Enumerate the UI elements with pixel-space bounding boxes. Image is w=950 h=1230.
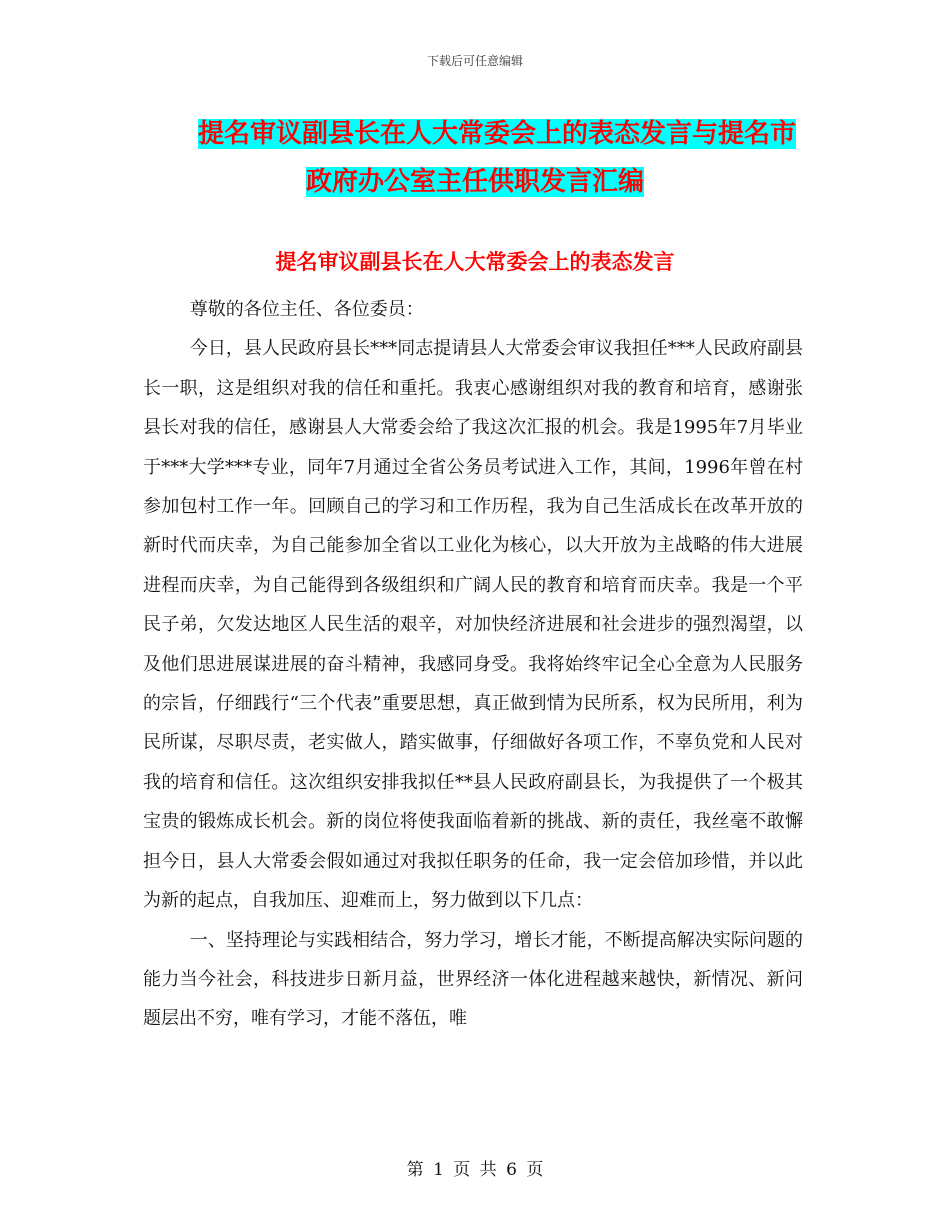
document-title bbox=[0, 110, 950, 206]
document-title-line-1 bbox=[22, 110, 950, 158]
body-paragraph-1: 今日，县人民政府县长***同志提请县人大常委会审议我担任***人民政府副县长一职，这是组织对我的信任和重托。我衷心感谢组织对我的教育和培育，感谢张县长对我的信任，感谢县人大常委会给了我这次汇报的机会。我是1995年7月毕业于***大学***专业，同年7月通过全省公务员考试进入工作，其间，1996年曾在村参加包村工作一年。回顾自己的学习和工作历程，我为自己生活成长在改革开放的新时代而庆幸，为自己能参加全省以工业化为核心，以大开放为主战略的伟大进展进程而庆幸，为自己能得到各级组织和广阔人民的教育和培育而庆幸。我是一个平民子弟，欠发达地区人民生活的艰辛，对加快经济进展和社会进步的强烈渴望，以及他们思进展谋进展的奋斗精神，我感同身受。我将始终牢记全心全意为人民服务的宗旨，仔细践行“三个代表”重要思想，真正做到情为民所系，权为民所用，利为民所谋，尽职尽责，老实做人，踏实做事，仔细做好各项工作，不辜负党和人民对我的培育和信任。这次组织安排我拟任**县人民政府副县长，为我提供了一个极其宝贵的锻炼成长机会。新的岗位将使我面临着新的挑战、新的责任，我丝毫不敢懈担今日，县人大常委会假如通过对我拟任职务的任命，我一定会倍加珍惜，并以此为新的起点，自我加压、迎难而上，努力做到以下几点： bbox=[143, 338, 803, 912]
document-title-line-2 bbox=[0, 158, 950, 206]
salutation: 尊敬的各位主任、各位委员： bbox=[189, 299, 424, 320]
body-paragraph-2: 一、坚持理论与实践相结合，努力学习，增长才能，不断提高解决实际问题的能力当今社会，科技进步日新月益，世界经济一体化进程越来越快，新情况、新问题层出不穷，唯有学习，才能不落伍，唯 bbox=[143, 929, 803, 1030]
document-title-line-2-text: 政府办公室主任供职发言汇编 bbox=[305, 167, 644, 197]
page-number-footer: 第 1 页 共 6 页 bbox=[406, 1160, 544, 1180]
document-body bbox=[143, 290, 803, 1039]
document-title-line-1-text: 提名审议副县长在人大常委会上的表态发言与提名市 bbox=[197, 119, 796, 149]
section-heading: 提名审议副县长在人大常委会上的表态发言 bbox=[275, 250, 675, 274]
page-header-note: 下载后可任意编辑 bbox=[426, 54, 523, 68]
